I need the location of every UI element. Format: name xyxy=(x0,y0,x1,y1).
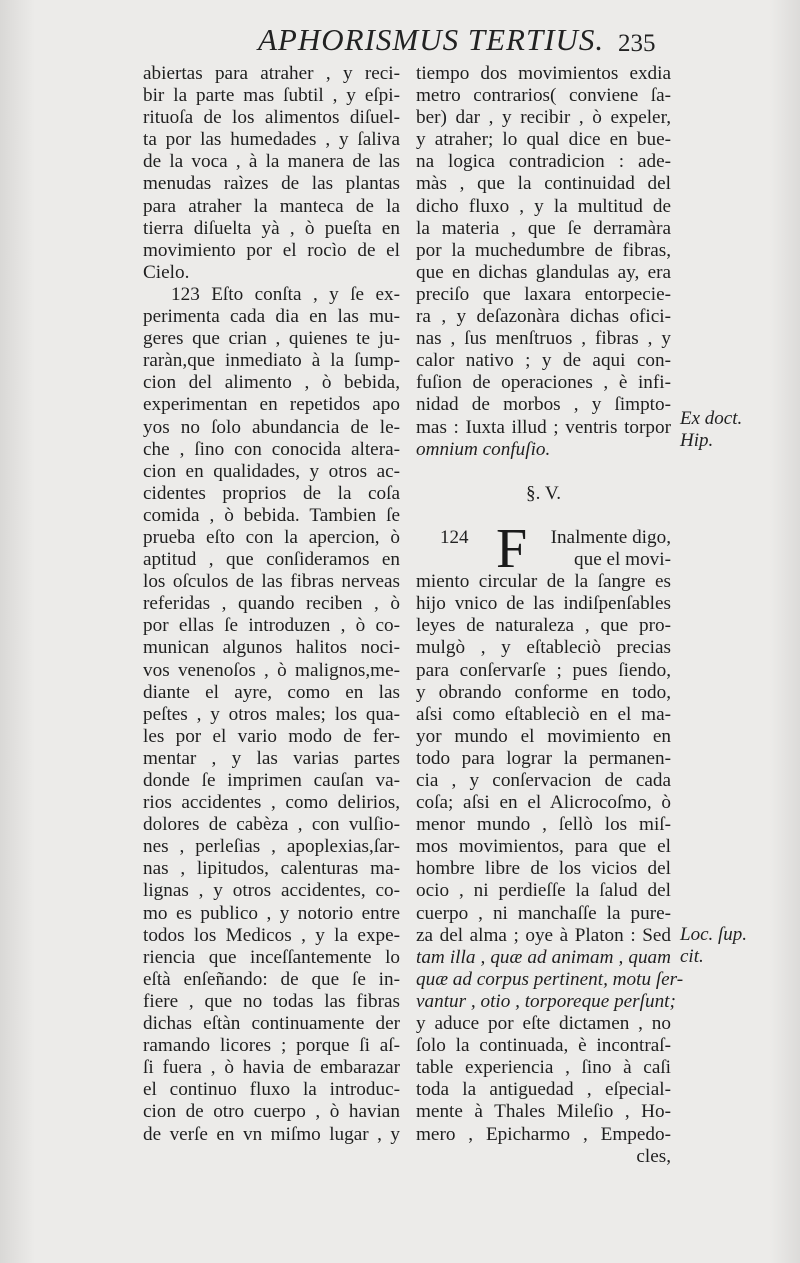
text-line: mas : Iuxta illud ; ventris torpor xyxy=(416,416,671,438)
text-line: cion del alimento , ò bebida, xyxy=(143,372,400,394)
drop-cap: F xyxy=(496,517,528,580)
text-line: mulgò , y eſtableciò precias xyxy=(416,637,671,659)
text-line: nidad de morbos , y ſimpto- xyxy=(416,394,671,416)
margin-note-line: cit. xyxy=(680,946,704,967)
text-line: cles, xyxy=(636,1145,671,1167)
text-line: preciſo que laxara entorpecie- xyxy=(416,283,671,305)
text-line: nes , perleſias , apoplexias,ſar- xyxy=(143,836,400,858)
text-line: prueba eſto con la apercion, ò xyxy=(143,526,400,548)
text-line: referidas , quando reciben , ò xyxy=(143,593,400,615)
margin-note-line: Loc. ſup. xyxy=(680,924,748,945)
text-line: mo es publico , y notorio entre xyxy=(143,902,400,924)
text-line: y obrando conforme en todo, xyxy=(416,681,671,703)
text-line: por ellas ſe introduzen , ò co- xyxy=(143,615,400,637)
text-line: ramando licores ; porque ſi aſ- xyxy=(143,1035,400,1057)
margin-note-line: Ex doct. xyxy=(680,408,743,429)
text-line: nas , lipitudos, calenturas ma- xyxy=(143,858,400,880)
text-line: cion de otro cuerpo , ò havian xyxy=(143,1101,400,1123)
text-line: hombre libre de los vicios del xyxy=(416,858,671,880)
text-line: para atraher la manteca de la xyxy=(143,195,400,217)
text-line: fuſion de operaciones , è infi- xyxy=(416,372,671,394)
margin-note-loc-cit xyxy=(680,924,747,968)
text-line: fiere , que no todas las fibras xyxy=(143,990,400,1012)
text-line: comida , ò bebida. Tambien ſe xyxy=(143,504,400,526)
text-line: todos los Medicos , y la expe- xyxy=(143,924,400,946)
text-line: mos movimientos, para que el xyxy=(416,836,671,858)
text-line: table experiencia , ſino à caſi xyxy=(416,1057,671,1079)
text-line: munican algunos halitos noci- xyxy=(143,637,400,659)
text-line: hijo vnico de las indiſpenſables xyxy=(416,593,671,615)
text-line: geres que crian , quienes te ju- xyxy=(143,328,400,350)
text-line: diante el ayre, como en las xyxy=(143,681,400,703)
text-line: menor mundo , ſellò los miſ- xyxy=(416,814,671,836)
text-line: lignas , y otros accidentes, co- xyxy=(143,880,400,902)
text-line: màs , que la continuidad del xyxy=(416,173,671,195)
text-line: donde ſe imprimen cauſan va- xyxy=(143,770,400,791)
text-line: quæ ad corpus pertinent, motu ſer- xyxy=(416,968,684,990)
text-line: yos no ſolo abundancia de le- xyxy=(143,416,400,438)
text-line: bir la parte mas ſubtil , y eſpi- xyxy=(143,85,400,107)
text-line: tiempo dos movimientos exdia xyxy=(416,63,671,84)
text-line: omnium confuſio. xyxy=(416,438,551,460)
text-line: los oſculos de las fibras nerveas xyxy=(143,571,400,593)
text-line: vos venenoſos , ò malignos,me- xyxy=(143,659,400,681)
text-line: dicho fluxo , y la multitud de xyxy=(416,195,671,217)
text-line: perimenta cada dia en las mu- xyxy=(143,306,400,328)
text-line: cuerpo , ni manchaſſe la pure- xyxy=(416,902,671,924)
text-line: Inalmente digo, xyxy=(550,526,671,548)
text-line: cia , y conſervacion de cada xyxy=(416,770,671,791)
right-column xyxy=(416,63,684,1168)
text-line: que en dichas glandulas ay, era xyxy=(416,261,671,283)
text-line: raràn,que inmediato à la ſump- xyxy=(143,350,400,372)
text-line: toda la antiguedad , eſpecial- xyxy=(416,1079,671,1101)
text-line: y atraher; lo qual dice en bue- xyxy=(416,129,671,151)
text-line: de verſe en vn miſmo lugar , y xyxy=(143,1123,400,1145)
spacer xyxy=(416,461,671,483)
text-line: aptitud , que conſideramos en xyxy=(143,549,400,571)
text-line: menudas raìzes de las plantas xyxy=(143,173,400,195)
text-line: calor nativo ; y de aqui con- xyxy=(416,350,671,372)
text-line: tierra diſuelta yà , ò pueſta en xyxy=(143,217,400,239)
text-line: dichas eſtàn continuamente der xyxy=(143,1013,400,1035)
text-line: ta por las humedades , y ſaliva xyxy=(143,129,400,151)
text-line: la materia , que ſe derramàra xyxy=(416,217,671,239)
text-line: coſa; aſsi en el Alicrocoſmo, ò xyxy=(416,792,671,814)
margin-note-hippocrates xyxy=(680,408,742,452)
text-line: mente à Thales Mileſio , Ho- xyxy=(416,1101,671,1123)
left-column xyxy=(143,63,400,1146)
text-line: ra , y deſazonàra dichas ofici- xyxy=(416,306,671,328)
text-line: ſolo la continuada, è incontraſ- xyxy=(416,1035,671,1057)
text-line: mero , Epicharmo , Empedo- xyxy=(416,1123,671,1145)
text-line: eſtà enſeñando: de que ſe in- xyxy=(143,968,400,990)
text-line: todo para lograr la permanen- xyxy=(416,747,671,769)
text-line: 123 Eſto conſta , y ſe ex- xyxy=(171,283,400,305)
text-line: ſi fuera , ò havia de embarazar xyxy=(143,1057,400,1079)
section-heading: §. V. xyxy=(525,482,562,504)
text-line: cion en qualidades, y otros ac- xyxy=(143,460,400,482)
page-number: 235 xyxy=(618,30,656,57)
spacer xyxy=(416,505,671,527)
text-line: dolores de cabèza , con vulſio- xyxy=(143,814,400,836)
text-line: nas , ſus menſtruos , fibras , y xyxy=(416,328,671,350)
text-line: les por el vario modo de fer- xyxy=(143,725,400,747)
text-line: que el movi- xyxy=(574,549,671,571)
text-line: para conſervarſe ; pues ſiendo, xyxy=(416,659,671,681)
text-line: na logica contradicion : ade- xyxy=(416,151,671,173)
text-line: abiertas para atraher , y reci- xyxy=(143,63,400,84)
text-line: el continuo fluxo la introduc- xyxy=(143,1079,400,1101)
text-line: experimentan en repetidos apo xyxy=(143,394,400,416)
text-line: de la voca , à la manera de las xyxy=(143,151,400,173)
text-line: rios accidentes , como delirios, xyxy=(143,792,400,814)
text-line: peſtes , y otros males; los qua- xyxy=(143,703,400,725)
text-line: tam illa , quæ ad animam , quam xyxy=(416,946,671,968)
text-line: miento circular de la ſangre es xyxy=(416,571,671,593)
text-line: riencia que inceſſantemente lo xyxy=(143,946,400,968)
margin-note-line: Hip. xyxy=(680,430,714,451)
text-line: za del alma ; oye à Platon : Sed xyxy=(416,924,671,946)
text-line: por la muchedumbre de fibras, xyxy=(416,239,671,261)
paragraph-number: 124 xyxy=(440,526,469,548)
text-line: aſsi como eſtableciò en el ma- xyxy=(416,703,671,725)
text-line: leyes de naturaleza , que pro- xyxy=(416,615,671,637)
text-line: ocio , ni perdieſſe la ſalud del xyxy=(416,880,671,902)
paragraph-124-opening xyxy=(416,517,671,580)
text-line: che , ſino con conocida altera- xyxy=(143,438,400,460)
text-line: metro contrarios( conviene ſa- xyxy=(416,85,671,107)
text-line: rituoſa de los alimentos diſuel- xyxy=(143,107,400,129)
text-line: Cielo. xyxy=(143,261,190,283)
text-line: yor mundo el movimiento en xyxy=(416,725,671,747)
text-line: movimiento por el rocìo de el xyxy=(143,239,400,261)
text-line: cidentes proprios de la coſa xyxy=(143,482,400,504)
running-head: APHORISMUS TERTIUS. xyxy=(258,22,605,57)
text-line: y aduce por eſte dictamen , no xyxy=(416,1013,671,1035)
text-line: vantur , otio , torporeque perſunt; xyxy=(416,990,676,1012)
text-line: ber) dar , y recibir , ò expeler, xyxy=(416,107,671,129)
text-line: mentar , y las varias partes xyxy=(143,747,400,769)
